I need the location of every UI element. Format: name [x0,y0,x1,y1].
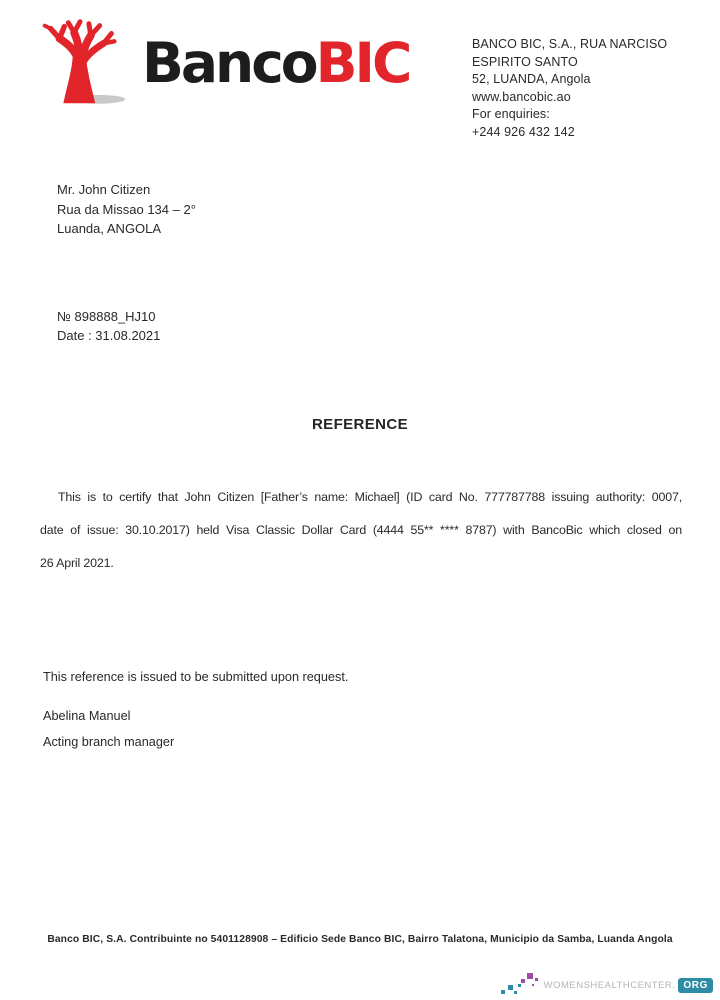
baobab-tree-icon [28,12,136,108]
wordmark-banco: Banco [142,31,316,95]
recipient-name: Mr. John Citizen [57,182,151,197]
bank-enquiries-label: For enquiries: [472,107,550,122]
bank-wordmark [142,33,409,93]
bank-contact-block [472,36,692,142]
womenshealthcenter-logo-icon [501,972,541,998]
certification-line: This is to certify that John Citizen [Father’s name: Michael] (ID card No. 777787788 issuing authority: 0007, [58,490,682,504]
bank-website: www.bancobic.ao [472,89,571,104]
recipient-city: Luanda, ANGOLA [57,221,162,236]
reference-meta-block [57,307,160,345]
bank-phone: +244 926 432 142 [472,124,575,139]
recipient-street: Rua da Missao 134 – 2° [57,201,196,217]
bank-legal-footer: Banco BIC, S.A. Contribuinte no 5401128908 – Edificio Sede Banco BIC, Bairro Talatona, Municipio da Samba, Luanda Angola [47,934,673,945]
signatory-role: Acting branch manager [43,735,175,749]
document-title: REFERENCE [311,416,409,433]
certification-line: 26 April 2021. [40,556,114,570]
recipient-address-block [57,180,196,239]
wordmark-bic: BIC [315,31,410,95]
signatory-name: Abelina Manuel [43,709,131,723]
bank-address-line: 52, LUANDA, Angola [472,72,591,87]
certification-paragraph [40,481,682,580]
reference-number: № 898888_HJ10 [57,309,156,324]
watermark-tld-badge: ORG [678,978,713,993]
bank-address-line: BANCO BIC, S.A., RUA NARCISO [472,37,668,51]
site-watermark [501,972,713,998]
watermark-site-text: WOMENSHEALTHCENTER. [543,979,676,991]
reference-date: Date : 31.08.2021 [57,328,161,343]
bank-address-line: ESPIRITO SANTO [472,54,578,69]
closing-statement: This reference is issued to be submitted upon request. [43,670,349,684]
certification-line: date of issue: 30.10.2017) held Visa Classic Dollar Card (4444 55** **** 8787) with BancoBic which closed on [40,523,682,537]
